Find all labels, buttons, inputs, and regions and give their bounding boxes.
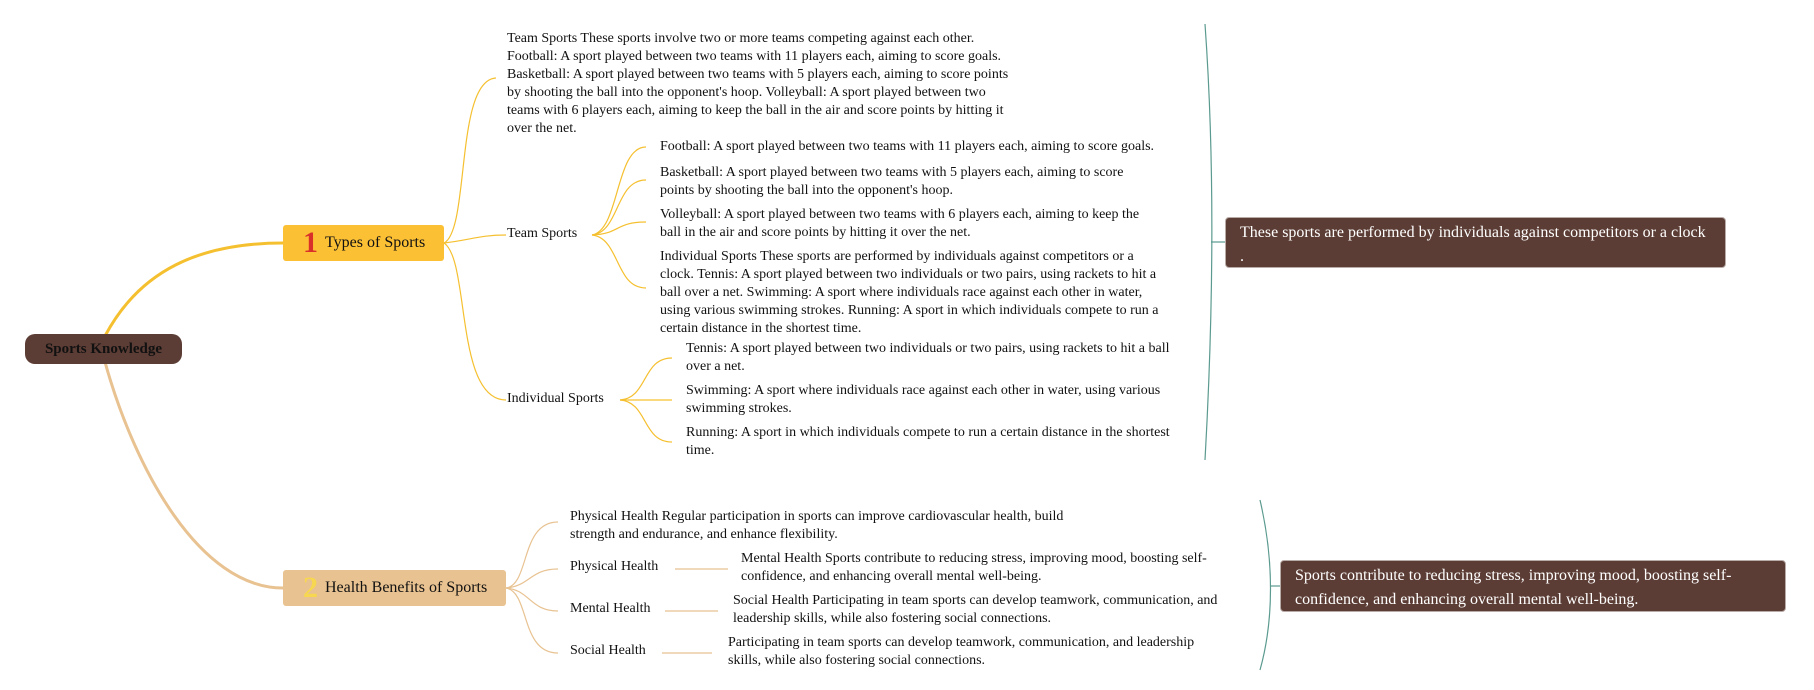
individual-sports-item-running[interactable]: Running: A sport in which individuals compete to run a certain distance in the shortest time. [686,425,1170,458]
branch-number-2: 2 [303,571,318,604]
individual-sports-item-tennis[interactable]: Tennis: A sport played between two individuals or two pairs, using rackets to hit a ball over a net. [686,341,1170,374]
summary-health-benefits[interactable]: Sports contribute to reducing stress, improving mood, boosting self-confidence, and enhancing overall mental well-being. [1280,560,1786,612]
individual-sports-item-swimming[interactable]: Swimming: A sport where individuals race against each other in water, using various swimming strokes. [686,383,1161,416]
team-sports-item-football[interactable]: Football: A sport played between two teams with 11 players each, aiming to score goals. [660,139,1155,154]
mental-health-node[interactable]: Mental Health [570,601,651,616]
branch-types-of-sports[interactable] [283,225,444,261]
social-health-node[interactable]: Social Health [570,643,646,658]
team-sports-item-basketball[interactable]: Basketball: A sport played between two teams with 5 players each, aiming to score points by shooting the ball into the opponent's hoop. [660,165,1124,198]
branch-label: Types of Sports [325,234,426,251]
branch-number-1: 1 [303,226,318,259]
team-sports-item-individual[interactable]: Individual Sports These sports are performed by individuals against competitors or a clock. Tennis: A sport played between two individuals or two pairs, using rackets to hit a ball over a net. Swimming: A sport where individuals race against each other in water, using various swimming strokes. Running: A sport in which individuals compete to run a certain distance in the shortest time. [660,249,1159,336]
individual-sports-node[interactable]: Individual Sports [507,391,604,406]
physical-health-node[interactable]: Physical Health [570,559,659,574]
summary-types-of-sports[interactable]: These sports are performed by individuals against competitors or a clock . [1225,217,1726,268]
health-benefits-paragraph[interactable]: Physical Health Regular participation in sports can improve cardiovascular health, build strength and endurance, and enhance flexibility. [570,509,1064,542]
team-sports-node[interactable]: Team Sports [507,226,578,241]
root-node[interactable]: Sports Knowledge [25,334,182,364]
branch-health-benefits[interactable] [283,570,506,606]
physical-health-note[interactable]: Mental Health Sports contribute to reducing stress, improving mood, boosting self-confidence, and enhancing overall mental well-being. [741,551,1207,584]
mental-health-note[interactable]: Social Health Participating in team sports can develop teamwork, communication, and leadership skills, while also fostering social connections. [733,593,1218,626]
social-health-note[interactable]: Participating in team sports can develop teamwork, communication, and leadership skills, while also fostering social connections. [728,635,1195,668]
branch-label: Health Benefits of Sports [325,579,488,596]
team-sports-item-volleyball[interactable]: Volleyball: A sport played between two teams with 6 players each, aiming to keep the ball in the air and score points by hitting it over the net. [660,207,1140,240]
types-of-sports-paragraph[interactable]: Team Sports These sports involve two or more teams competing against each other. Football: A sport played between two teams with 11 players each, aiming to score goals. Basketball: A sport played between two teams with 5 players each, aiming to score points by shooting the ball into the opponent's hoop. Volleyball: A sport played between two teams with 6 players each, aiming to keep the ball in the air and score points by hitting it over the net. [507,31,1009,136]
